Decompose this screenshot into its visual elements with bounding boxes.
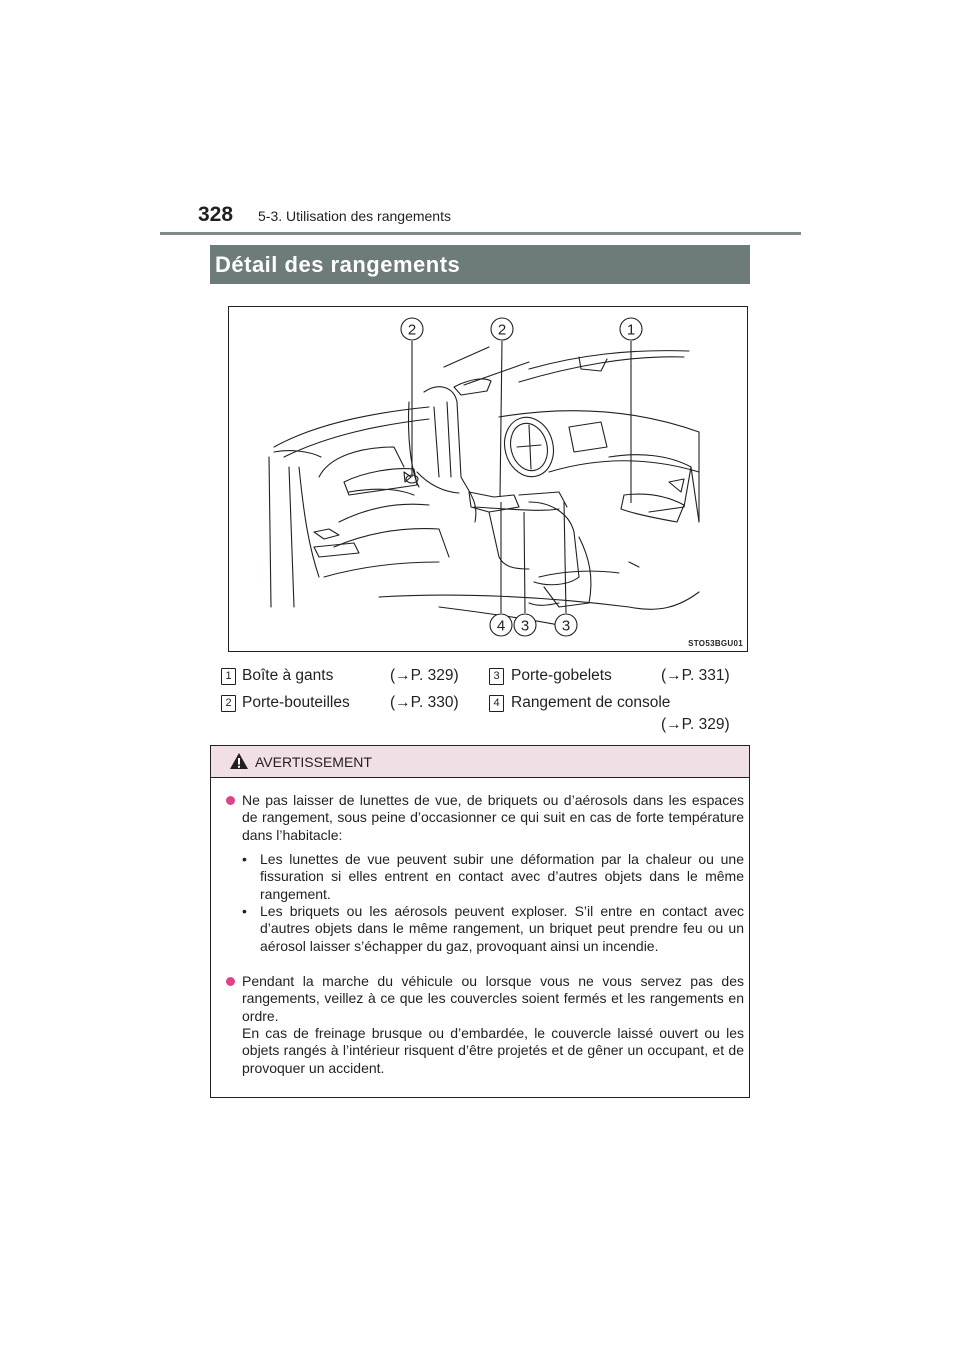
legend-label: Porte-bouteilles — [242, 694, 350, 711]
callout-3b: 3 — [561, 617, 571, 635]
legend — [210, 666, 750, 736]
warning-header — [211, 746, 749, 778]
legend-page-ref: (→P. 329) — [661, 716, 730, 733]
warning-sub-text: Les lunettes de vue peuvent subir une déformation par la chaleur ou une fissuration si elles entrent en contact avec d’autres objets dans le même rangement. — [260, 851, 744, 902]
warning-paragraph-continued: En cas de freinage brusque ou d’embardée, le couvercle laissé ouvert ou les objets rangés à l’intérieur risquent d’être projetés et de gêner un occupant, et de provoquer un accident. — [242, 1025, 744, 1076]
warning-triangle-icon — [229, 752, 249, 770]
callout-2a: 2 — [407, 321, 417, 339]
callout-2b: 2 — [497, 321, 507, 339]
callout-3a: 3 — [520, 617, 530, 635]
figure-code: STO53BGU01 — [688, 639, 743, 648]
legend-page-ref: (→P. 330) — [390, 694, 459, 711]
sub-bullet: • — [242, 851, 247, 867]
warning-paragraph: Ne pas laisser de lunettes de vue, de briquets ou d’aérosols dans les espaces de rangement, sous peine d’occasionner ce qui suit en cas de forte température dans l’habitacle: — [242, 792, 744, 843]
legend-label: Boîte à gants — [242, 667, 334, 684]
page-number: 328 — [198, 203, 234, 226]
warning-paragraph: Pendant la marche du véhicule ou lorsque vous ne vous servez pas des rangements, veillez à ce que les couvercles soient fermés et les rangements en ordre. — [242, 973, 744, 1024]
section-title: 5-3. Utilisation des rangements — [258, 208, 451, 224]
legend-page-ref: (→P. 331) — [661, 667, 730, 684]
callout-4: 4 — [496, 617, 506, 635]
warning-box — [210, 745, 750, 1098]
page-title: Détail des rangements — [210, 245, 750, 284]
legend-number: 2 — [221, 695, 236, 712]
legend-label: Porte-gobelets — [511, 667, 612, 684]
legend-number: 4 — [489, 695, 504, 712]
warning-sub-text: Les briquets ou les aérosols peuvent exploser. S’il entre en contact avec d’autres objets dans le même rangement, un briquet peut prendre feu ou un aérosol laisser s’échapper du gaz, provoquant ainsi un incendie. — [260, 903, 744, 954]
legend-number: 3 — [489, 668, 504, 685]
car-interior-figure — [228, 306, 748, 652]
legend-number: 1 — [221, 668, 236, 685]
callout-1: 1 — [626, 321, 636, 339]
header-rule — [160, 232, 801, 235]
car-interior-illustration — [229, 307, 749, 653]
legend-page-ref: (→P. 329) — [390, 667, 459, 684]
bullet-dot — [226, 977, 235, 986]
sub-bullet: • — [242, 903, 247, 919]
warning-title: AVERTISSEMENT — [255, 754, 372, 770]
bullet-dot — [226, 796, 235, 805]
legend-label: Rangement de console — [511, 694, 671, 711]
